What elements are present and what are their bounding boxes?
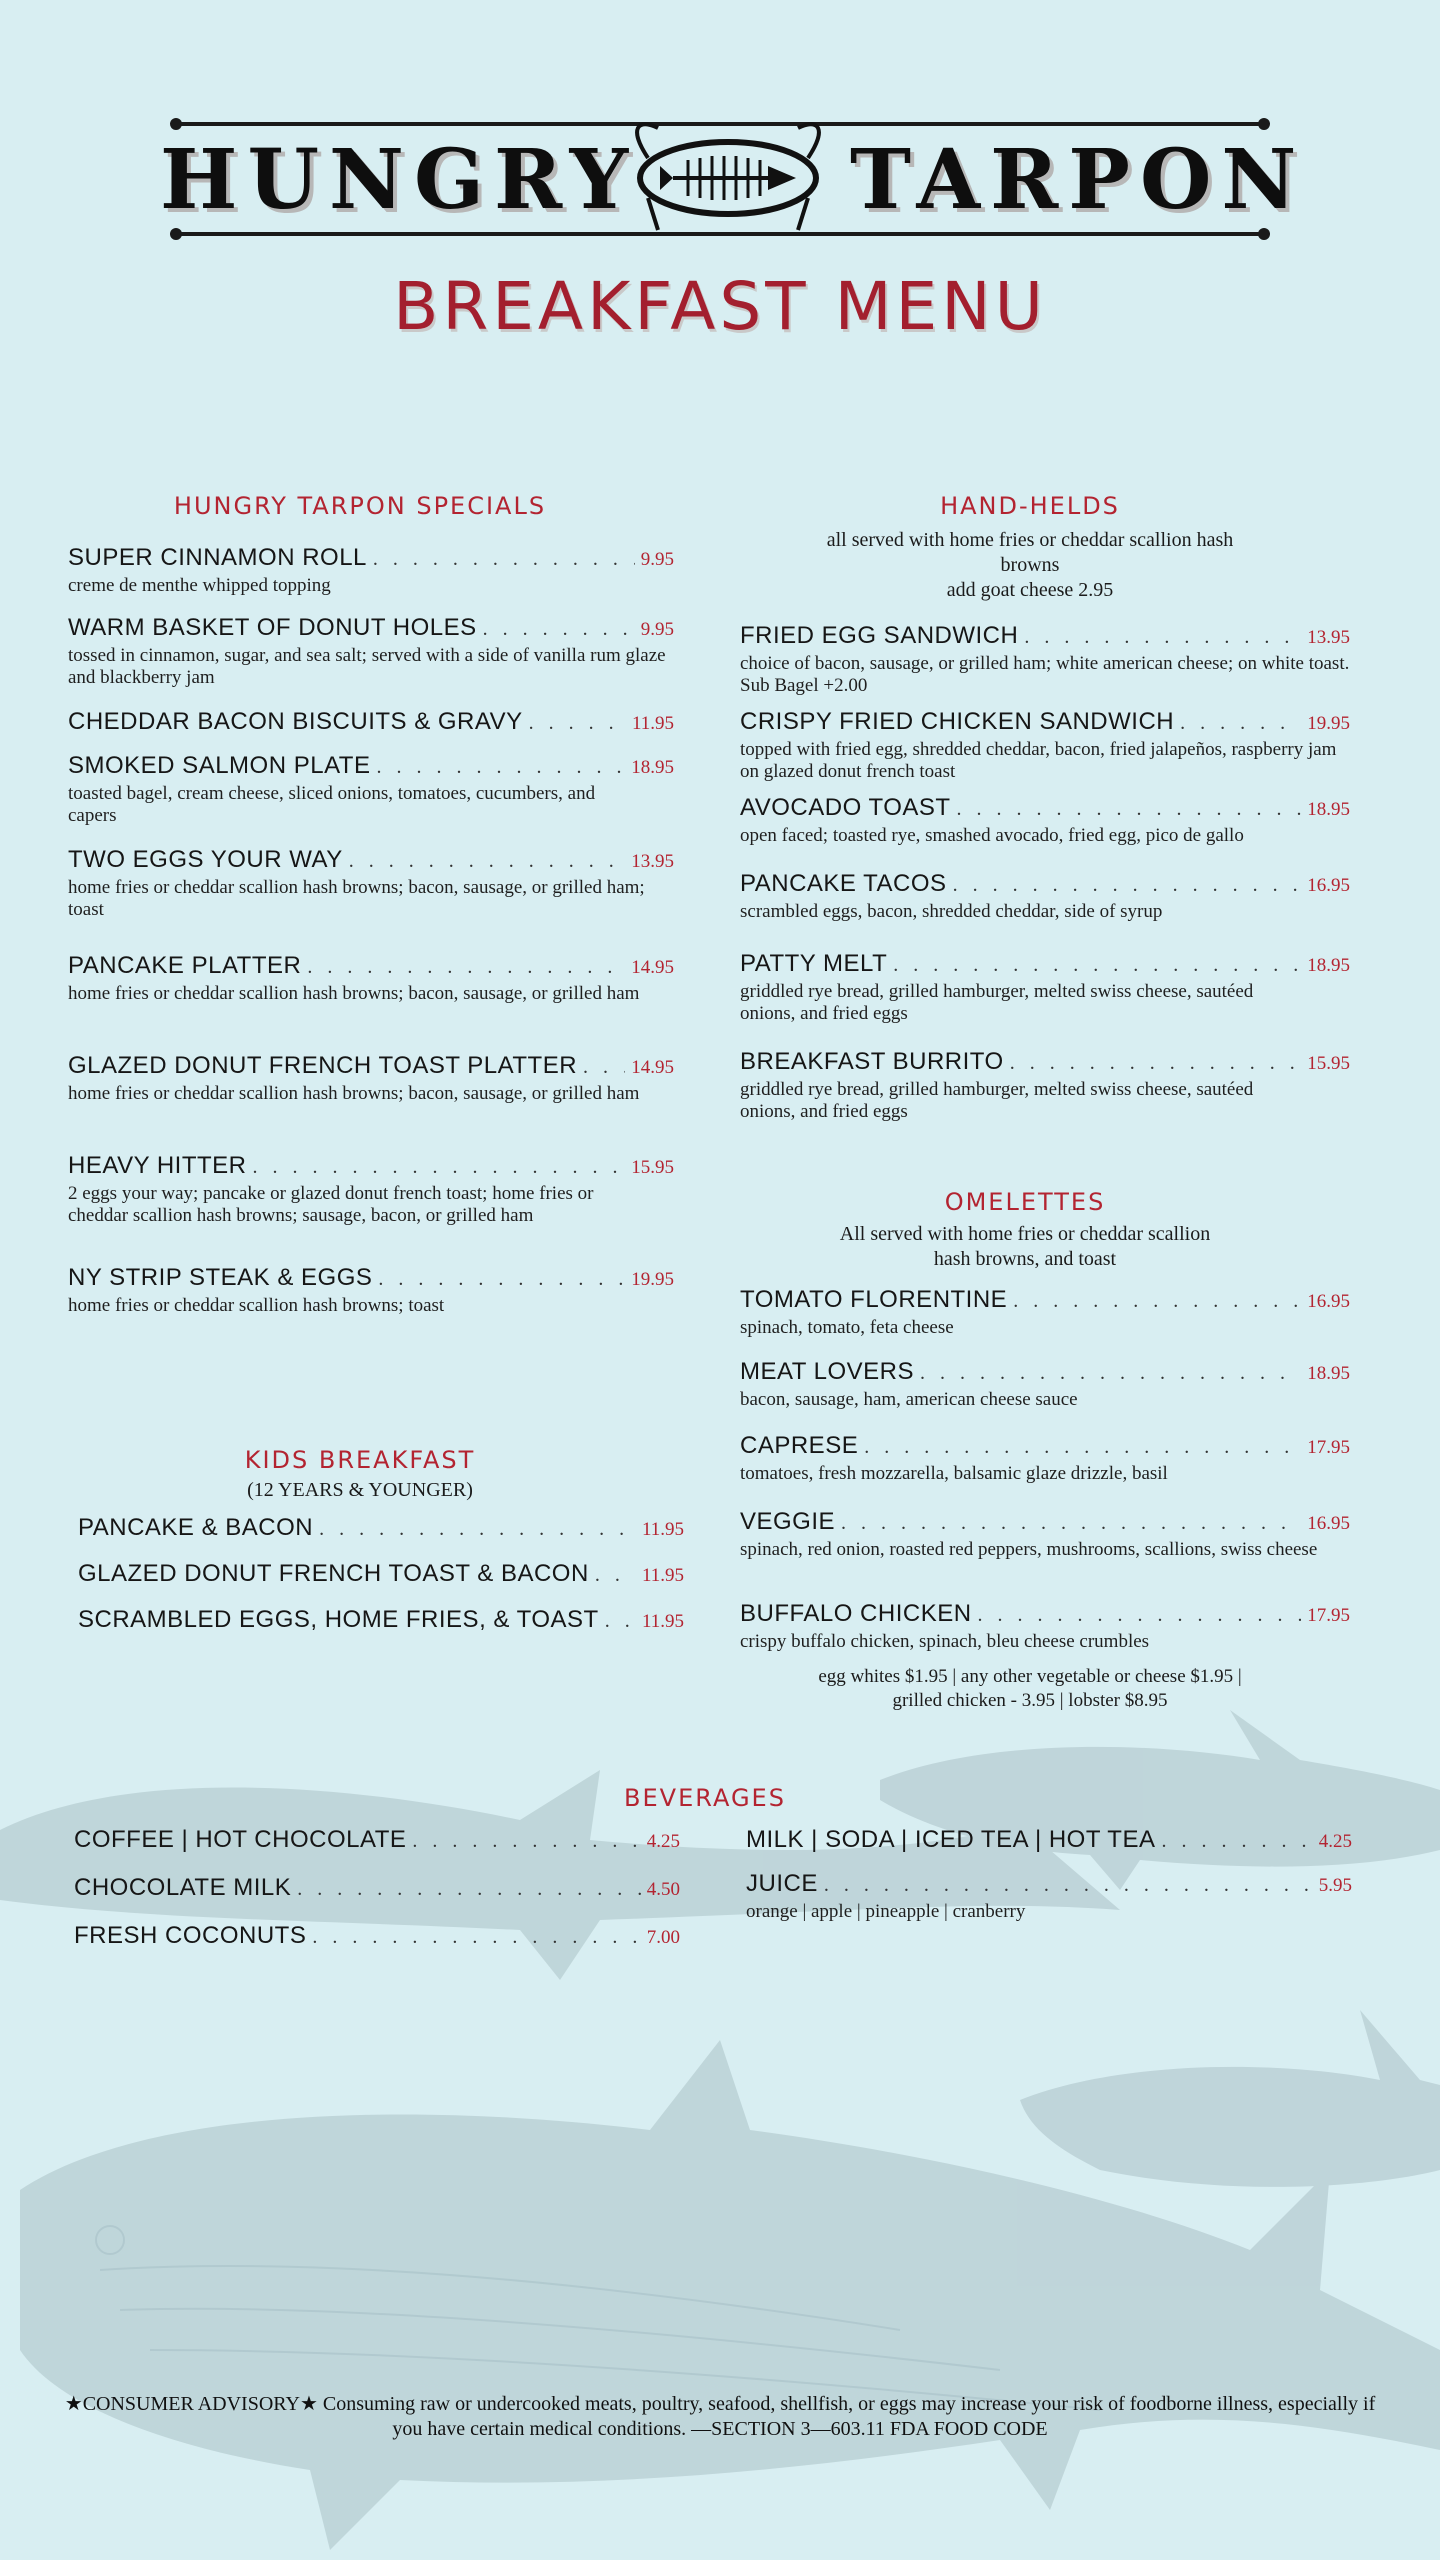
item-price: 11.95	[631, 713, 674, 734]
item-price: 18.95	[631, 757, 674, 778]
menu-item	[740, 794, 1350, 847]
item-price: 18.95	[1307, 799, 1350, 820]
item-description: home fries or cheddar scallion hash browns; bacon, sausage, or grilled ham; toast	[68, 877, 645, 920]
item-description: crispy buffalo chicken, spinach, bleu cheese crumbles	[740, 1631, 1150, 1652]
item-name: TOMATO FLORENTINE	[740, 1286, 1008, 1313]
item-name: PATTY MELT	[740, 950, 888, 977]
item-price: 16.95	[1307, 1513, 1350, 1534]
menu-item	[68, 1152, 674, 1227]
leader-dots	[824, 1874, 1313, 1897]
item-name: FRIED EGG SANDWICH	[740, 622, 1019, 649]
leader-dots	[893, 954, 1301, 977]
kids-heading: KIDS BREAKFAST	[244, 1446, 476, 1474]
leader-dots	[957, 798, 1302, 821]
item-name: HEAVY HITTER	[68, 1152, 247, 1179]
item-price: 18.95	[1307, 1363, 1350, 1384]
item-name: COFFEE | HOT CHOCOLATE	[74, 1826, 407, 1853]
item-name: BUFFALO CHICKEN	[740, 1600, 972, 1627]
item-description: topped with fried egg, shredded cheddar, bacon, fried jalapeños, raspberry jam on glazed donut french toast	[740, 739, 1337, 782]
item-name: NY STRIP STEAK & EGGS	[68, 1264, 373, 1291]
handhelds-heading: HAND-HELDS	[940, 492, 1120, 520]
item-description: home fries or cheddar scallion hash browns; toast	[68, 1295, 445, 1316]
brand-name-left: HUNGRY	[160, 132, 639, 228]
leader-dots	[1010, 1052, 1302, 1075]
leader-dots	[252, 1156, 625, 1179]
item-description: open faced; toasted rye, smashed avocado, fried egg, pico de gallo	[740, 825, 1244, 846]
item-name: AVOCADO TOAST	[740, 794, 951, 821]
item-price: 19.95	[631, 1269, 674, 1290]
item-price: 4.25	[1318, 1831, 1352, 1852]
menu-item	[78, 1560, 684, 1588]
leader-dots	[319, 1518, 636, 1541]
item-name: PANCAKE PLATTER	[68, 952, 302, 979]
handhelds-note: all served with home fries or cheddar scallion hash browns	[826, 529, 1234, 576]
item-price: 11.95	[641, 1611, 684, 1632]
item-price: 4.25	[646, 1831, 680, 1852]
logo-rule-dot	[170, 118, 182, 130]
item-price: 16.95	[1307, 1291, 1350, 1312]
leader-dots	[483, 618, 635, 641]
item-description: orange | apple | pineapple | cranberry	[746, 1901, 1026, 1922]
omelette-addons: egg whites $1.95 | any other vegetable or cheese $1.95 | grilled chicken - 3.95 | lobster $8.95	[818, 1666, 1242, 1711]
item-description: choice of bacon, sausage, or grilled ham; white american cheese; on white toast. Sub Bagel +2.00	[740, 653, 1350, 696]
item-price: 18.95	[1307, 955, 1350, 976]
item-name: PANCAKE & BACON	[78, 1514, 314, 1541]
item-description: home fries or cheddar scallion hash browns; bacon, sausage, or grilled ham	[68, 983, 640, 1004]
menu-item	[740, 622, 1350, 697]
leader-dots	[595, 1564, 636, 1587]
menu-item	[78, 1514, 684, 1542]
item-price: 17.95	[1307, 1605, 1350, 1626]
menu-item	[740, 950, 1350, 1025]
item-price: 14.95	[631, 957, 674, 978]
item-name: GLAZED DONUT FRENCH TOAST & BACON	[78, 1560, 589, 1587]
item-price: 17.95	[1307, 1437, 1350, 1458]
item-description: tomatoes, fresh mozzarella, balsamic glaze drizzle, basil	[740, 1463, 1168, 1484]
menu-item	[74, 1922, 680, 1950]
menu-item	[68, 1052, 674, 1105]
menu-item	[740, 1358, 1350, 1411]
menu-item	[740, 1508, 1350, 1561]
item-name: FRESH COCONUTS	[74, 1922, 307, 1949]
leader-dots	[978, 1604, 1302, 1627]
kids-note: (12 YEARS & YOUNGER)	[247, 1479, 473, 1501]
leader-dots	[307, 956, 625, 979]
item-description: spinach, red onion, roasted red peppers, mushrooms, scallions, swiss cheese	[740, 1539, 1318, 1560]
item-price: 9.95	[640, 619, 674, 640]
item-name: VEGGIE	[740, 1508, 836, 1535]
item-price: 19.95	[1307, 713, 1350, 734]
menu-item	[74, 1826, 680, 1854]
logo-rule-dot	[1258, 118, 1270, 130]
item-description: 2 eggs your way; pancake or glazed donut french toast; home fries or cheddar scallion hash browns; sausage, bacon, or grilled ham	[68, 1183, 594, 1226]
item-price: 15.95	[631, 1157, 674, 1178]
item-price: 7.00	[646, 1927, 680, 1948]
item-name: PANCAKE TACOS	[740, 870, 947, 897]
item-price: 13.95	[631, 851, 674, 872]
leader-dots	[920, 1362, 1301, 1385]
item-name: SMOKED SALMON PLATE	[68, 752, 371, 779]
menu-item	[74, 1874, 680, 1902]
item-name: CHEDDAR BACON BISCUITS & GRAVY	[68, 708, 523, 735]
leader-dots	[376, 756, 625, 779]
leader-dots	[297, 1878, 640, 1901]
leader-dots	[378, 1268, 625, 1291]
item-price: 5.95	[1318, 1875, 1352, 1896]
omelettes-note: All served with home fries or cheddar scallion hash browns, and toast	[839, 1223, 1211, 1270]
item-price: 11.95	[641, 1565, 684, 1586]
menu-item	[68, 708, 674, 736]
handhelds-addon-note: add goat cheese 2.95	[946, 579, 1114, 601]
item-description: toasted bagel, cream cheese, sliced onions, tomatoes, cucumbers, and capers	[68, 783, 596, 826]
item-name: GLAZED DONUT FRENCH TOAST PLATTER	[68, 1052, 578, 1079]
item-price: 9.95	[640, 549, 674, 570]
leader-dots	[349, 850, 626, 873]
menu-item	[78, 1606, 684, 1634]
item-name: CHOCOLATE MILK	[74, 1874, 292, 1901]
specials-heading: HUNGRY TARPON SPECIALS	[173, 492, 547, 520]
item-description: bacon, sausage, ham, american cheese sauce	[740, 1389, 1078, 1410]
leader-dots	[412, 1830, 640, 1853]
item-description: scrambled eggs, bacon, shredded cheddar, side of syrup	[740, 901, 1163, 922]
item-name: MILK | SODA | ICED TEA | HOT TEA	[746, 1826, 1156, 1853]
menu-item	[740, 708, 1350, 783]
item-name: CAPRESE	[740, 1432, 859, 1459]
menu-item	[68, 952, 674, 1005]
item-price: 4.50	[646, 1879, 680, 1900]
item-description: home fries or cheddar scallion hash browns; bacon, sausage, or grilled ham	[68, 1083, 640, 1104]
item-price: 16.95	[1307, 875, 1350, 896]
item-description: spinach, tomato, feta cheese	[740, 1317, 954, 1338]
item-price: 11.95	[641, 1519, 684, 1540]
leader-dots	[1013, 1290, 1301, 1313]
menu-item	[746, 1870, 1352, 1923]
item-price: 13.95	[1307, 627, 1350, 648]
menu-item	[740, 1286, 1350, 1339]
leader-dots	[312, 1926, 640, 1949]
leader-dots	[605, 1610, 636, 1633]
leader-dots	[373, 548, 635, 571]
item-name: MEAT LOVERS	[740, 1358, 914, 1385]
menu-item	[746, 1826, 1352, 1854]
item-name: BREAKFAST BURRITO	[740, 1048, 1004, 1075]
consumer-advisory: ★CONSUMER ADVISORY★ Consuming raw or undercooked meats, poultry, seafood, shellfish, or eggs may increase your risk of foodborne illness, especially if you have certain medical conditions. —SECTION 3—603.11 FDA FOOD CODE	[64, 2393, 1376, 2440]
item-price: 14.95	[631, 1057, 674, 1078]
leader-dots	[583, 1056, 625, 1079]
menu-item	[740, 1600, 1350, 1653]
menu-item	[68, 752, 674, 827]
item-description: creme de menthe whipped topping	[68, 575, 331, 596]
item-name: SUPER CINNAMON ROLL	[68, 544, 367, 571]
leader-dots	[529, 712, 626, 735]
item-name: SCRAMBLED EGGS, HOME FRIES, & TOAST	[78, 1606, 599, 1633]
omelettes-heading: OMELETTES	[944, 1188, 1106, 1216]
item-price: 15.95	[1307, 1053, 1350, 1074]
leader-dots	[841, 1512, 1301, 1535]
leader-dots	[953, 874, 1302, 897]
menu-item	[68, 846, 674, 921]
menu-item	[68, 544, 674, 597]
leader-dots	[864, 1436, 1301, 1459]
menu-item	[740, 1432, 1350, 1485]
item-description: griddled rye bread, grilled hamburger, melted swiss cheese, sautéed onions, and fried eggs	[740, 1079, 1254, 1122]
menu-item	[740, 870, 1350, 923]
menu-item	[68, 1264, 674, 1317]
brand-logo	[160, 110, 1307, 240]
item-description: tossed in cinnamon, sugar, and sea salt; served with a side of vanilla rum glaze and blackberry jam	[68, 645, 666, 688]
menu-item	[740, 1048, 1350, 1123]
menu-item	[68, 614, 674, 689]
leader-dots	[1024, 626, 1301, 649]
fish-skeleton-icon	[618, 118, 838, 238]
brand-name-right: TARPON	[850, 132, 1307, 228]
item-name: TWO EGGS YOUR WAY	[68, 846, 343, 873]
item-name: WARM BASKET OF DONUT HOLES	[68, 614, 477, 641]
beverages-heading: BEVERAGES	[624, 1784, 786, 1812]
item-description: griddled rye bread, grilled hamburger, melted swiss cheese, sautéed onions, and fried eggs	[740, 981, 1254, 1024]
leader-dots	[1180, 712, 1301, 735]
item-name: JUICE	[746, 1870, 818, 1897]
item-name: CRISPY FRIED CHICKEN SANDWICH	[740, 708, 1175, 735]
menu-title: BREAKFAST MENU	[393, 268, 1047, 345]
leader-dots	[1161, 1830, 1312, 1853]
